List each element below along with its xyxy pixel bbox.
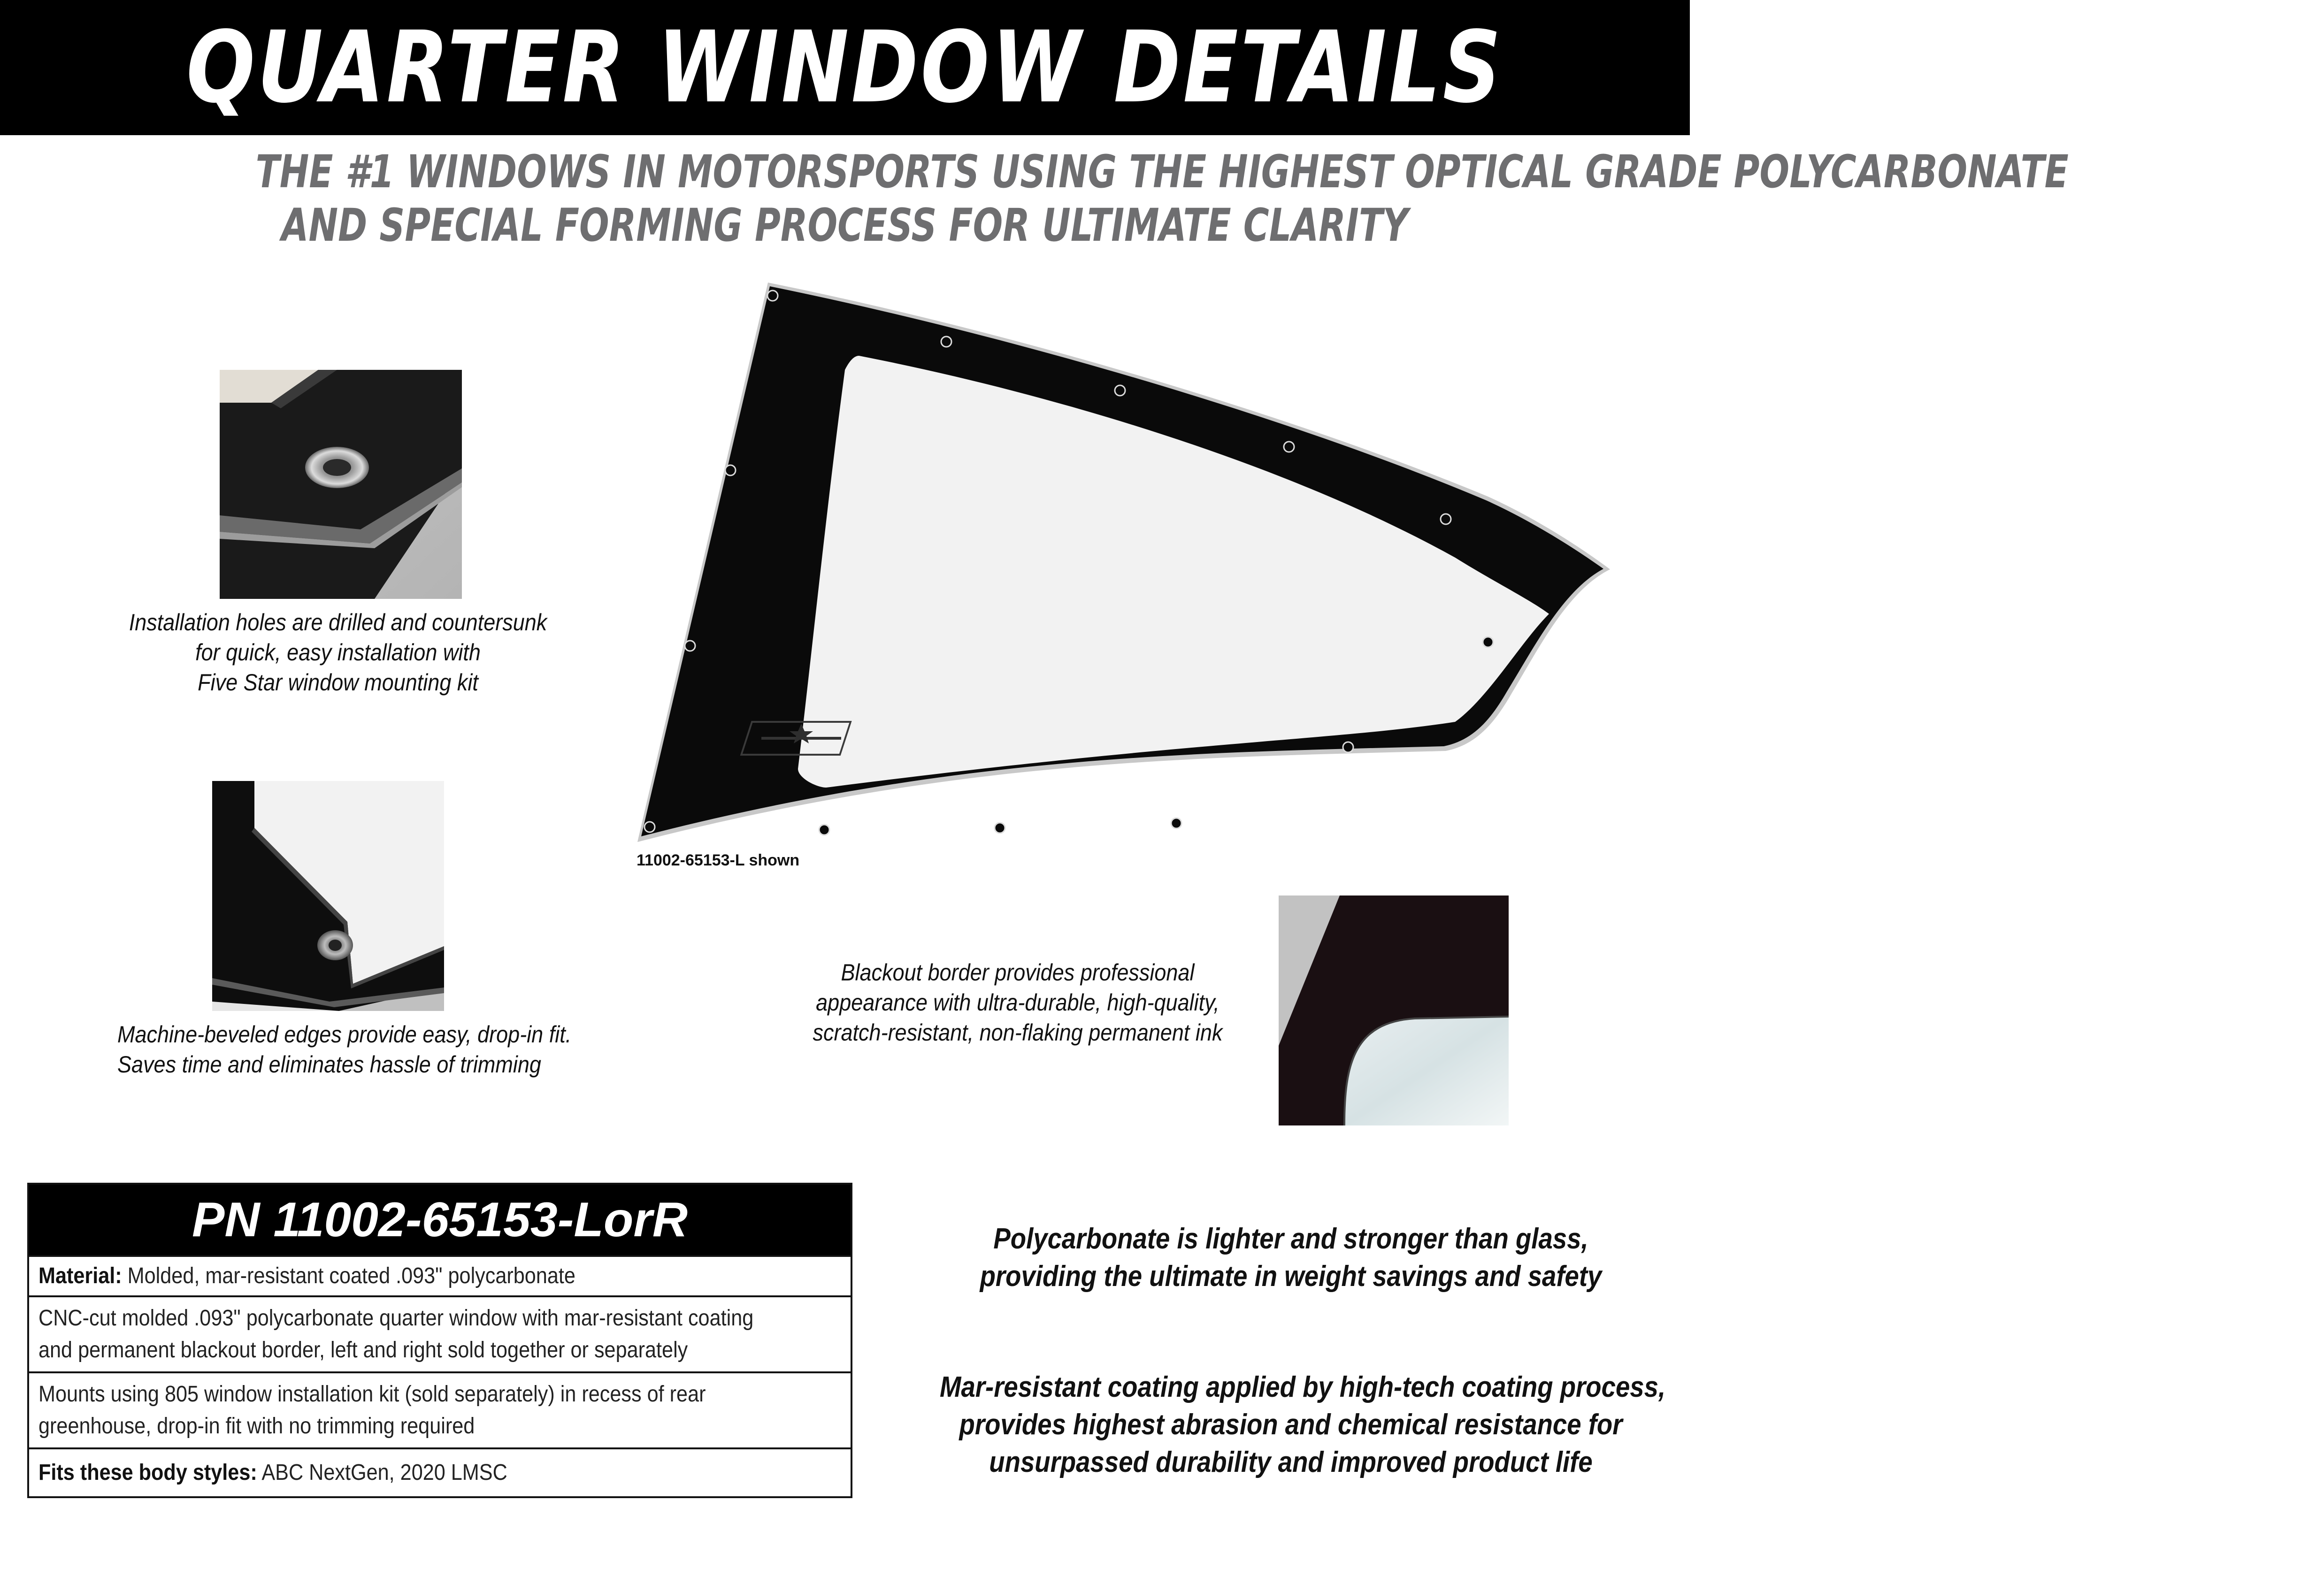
- tagline-line-1: [0, 145, 2069, 198]
- beveled-caption: Machine-beveled edges provide easy, drop-in fit. Saves time and eliminates hassle of trimming: [117, 1021, 572, 1078]
- part-number: PN 11002-65153-LorR: [192, 1192, 688, 1247]
- tagline-text-1: THE #1 WINDOWS IN MOTORSPORTS USING THE HIGHEST OPTICAL GRADE POLYCARBONATE: [255, 145, 2069, 198]
- blackout-caption: Blackout border provides professional appearance with ultra-durable, high-quality, scratch-resistant, non-flaking permanent ink: [813, 959, 1223, 1046]
- tagline-text-2: AND SPECIAL FORMING PROCESS FOR ULTIMATE CLARITY: [281, 199, 1409, 252]
- beveled-edge-photo: [212, 781, 444, 1011]
- spec-row-material: Material: Molded, mar-resistant coated .093" polycarbonate: [29, 1255, 851, 1295]
- blackout-border-photo: [1279, 895, 1509, 1125]
- tagline-line-2: [0, 199, 1690, 252]
- part-shown-label: 11002-65153-L shown: [637, 851, 800, 869]
- spec-row-mounting: Mounts using 805 window installation kit (sold separately) in recess of rear greenhouse, drop-in fit with no trimming required: [29, 1371, 851, 1447]
- spec-table: [27, 1183, 852, 1498]
- countersunk-hole-photo: [220, 370, 462, 599]
- coating-benefit-text: Mar-resistant coating applied by high-tech coating process, provides highest abrasion and chemical resistance for unsurpassed durability and improved product life: [940, 1371, 1666, 1478]
- header-banner: [0, 0, 1690, 135]
- spec-row-description: CNC-cut molded .093" polycarbonate quarter window with mar-resistant coating and permanent blackout border, left and right sold together or separately: [29, 1295, 851, 1371]
- countersunk-caption: Installation holes are drilled and countersunk for quick, easy installation with Five Star window mounting kit: [129, 609, 547, 696]
- quarter-window-image: [629, 276, 1624, 853]
- weight-benefit-text: Polycarbonate is lighter and stronger than glass, providing the ultimate in weight savings and safety: [980, 1223, 1602, 1293]
- page-title: QUARTER WINDOW DETAILS: [186, 10, 1503, 125]
- spec-row-fits: Fits these body styles: ABC NextGen, 2020 LMSC: [29, 1447, 851, 1496]
- part-number-header: [29, 1185, 851, 1255]
